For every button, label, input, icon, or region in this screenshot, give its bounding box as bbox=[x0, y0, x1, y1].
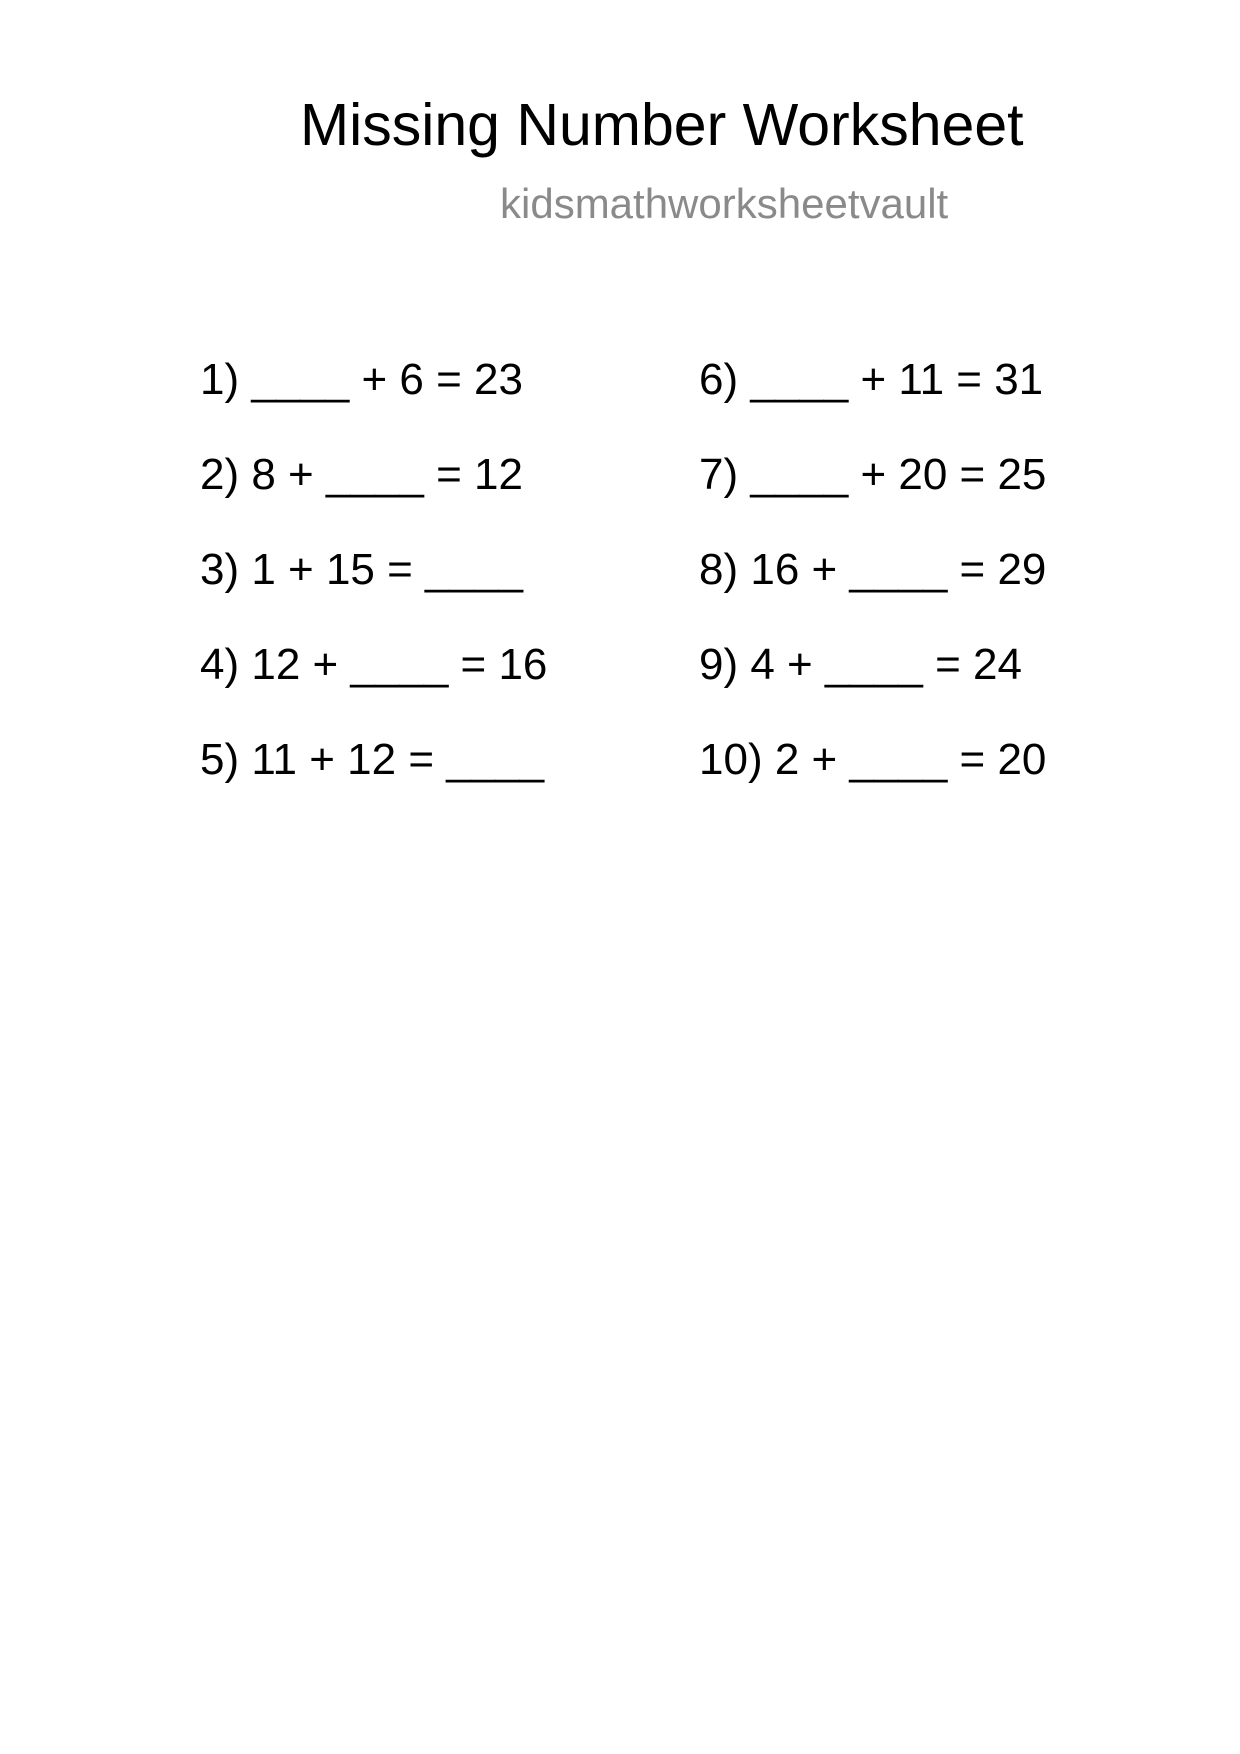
problem-3: 3) 1 + 15 = ____ bbox=[200, 545, 523, 594]
problem-9: 9) 4 + ____ = 24 bbox=[699, 640, 1022, 689]
site-name: kidsmathworksheetvault bbox=[500, 180, 949, 227]
problem-2: 2) 8 + ____ = 12 bbox=[200, 450, 523, 499]
problem-4: 4) 12 + ____ = 16 bbox=[200, 640, 548, 689]
page-title: Missing Number Worksheet bbox=[300, 92, 1024, 158]
problem-6: 6) ____ + 11 = 31 bbox=[699, 355, 1044, 404]
problem-1: 1) ____ + 6 = 23 bbox=[200, 355, 523, 404]
problem-5: 5) 11 + 12 = ____ bbox=[200, 735, 545, 784]
problem-8: 8) 16 + ____ = 29 bbox=[699, 545, 1047, 594]
problem-10: 10) 2 + ____ = 20 bbox=[699, 735, 1047, 784]
problem-7: 7) ____ + 20 = 25 bbox=[699, 450, 1047, 499]
